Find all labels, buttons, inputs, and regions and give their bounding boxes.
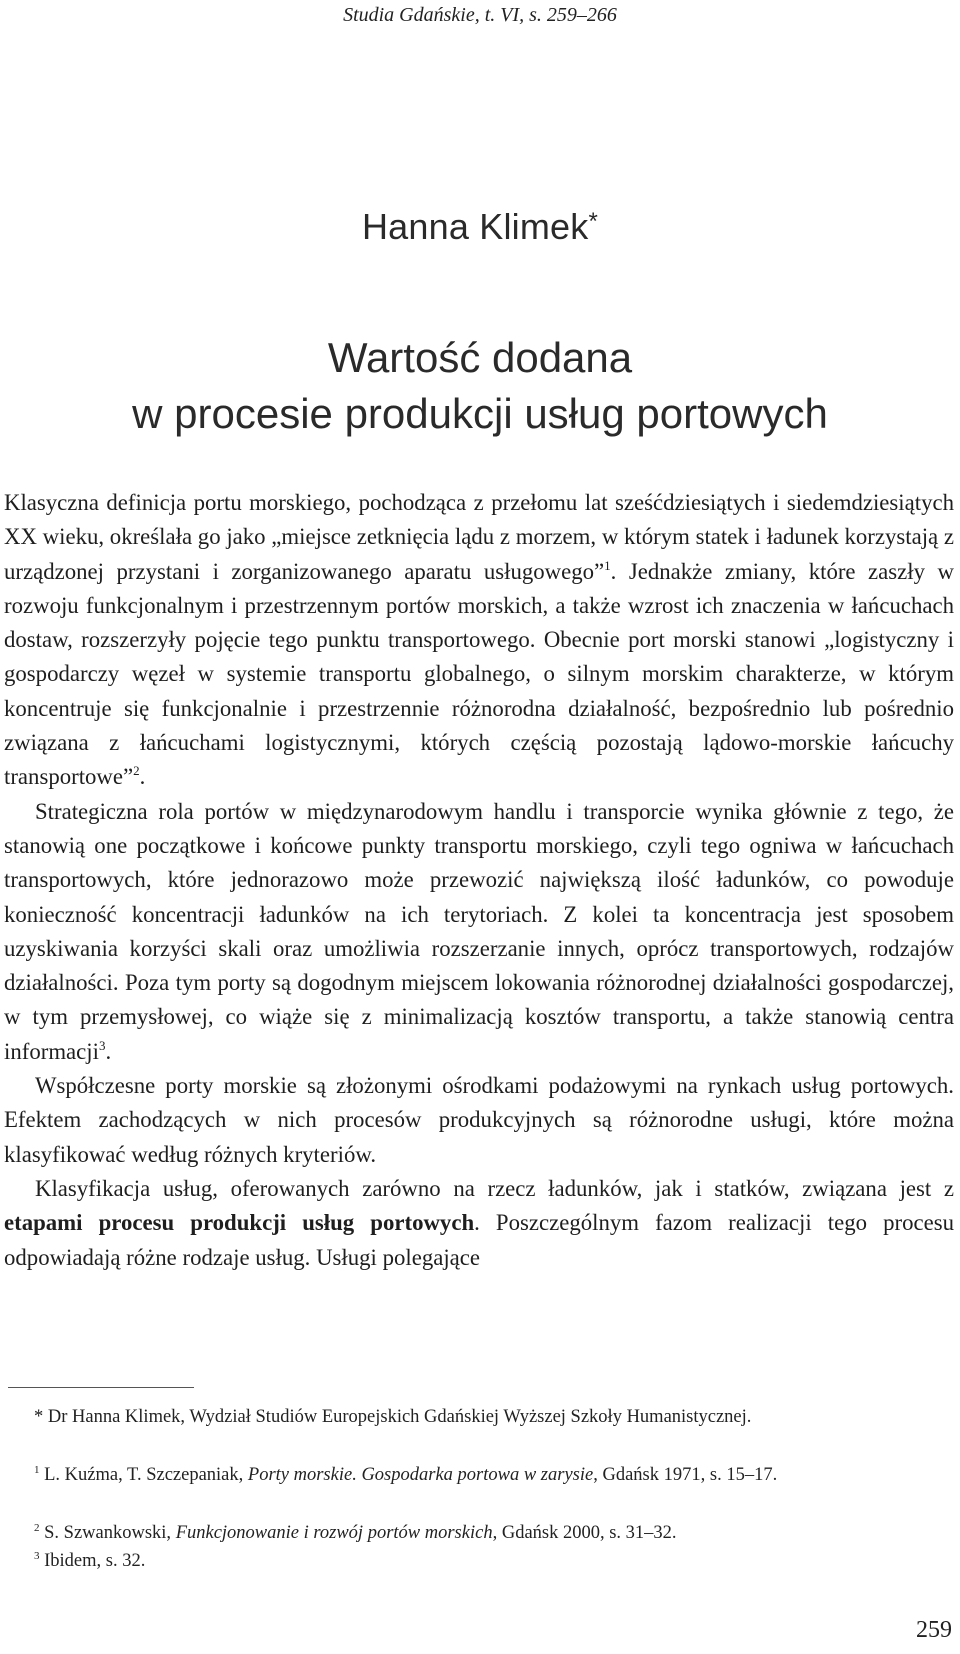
author-name-text: Hanna Klimek (361, 206, 589, 247)
paragraph-4-bold-phrase: etapami procesu produkcji usług portowych (4, 1210, 475, 1236)
footnote-3-text: Ibidem, s. 32. (39, 1551, 146, 1571)
footnote-2-rest: , Gdańsk 2000, s. 31–32. (492, 1523, 677, 1543)
footnote-3-number: 3 (34, 1550, 40, 1562)
paragraph-4-text-a: Klasyfikacja usług, oferowanych zarówno na rzecz ładunków, jak i statków, związana jest z (35, 1175, 954, 1201)
footnote-1-title: Porty morskie. Gospodarka portowa w zarysie (247, 1465, 594, 1485)
paragraph-1 (4, 486, 954, 795)
paragraph-2 (4, 795, 954, 1069)
running-head: Studia Gdańskie, t. VI, s. 259–266 (343, 4, 617, 26)
author-name (0, 206, 960, 248)
footnote-1-number: 1 (34, 1464, 40, 1476)
footnote-1-authors: L. Kuźma, T. Szczepaniak, (39, 1465, 248, 1485)
footnote-ref-2: 2 (133, 763, 140, 779)
footnote-2-authors: S. Szwankowski, (39, 1523, 176, 1543)
article-title (0, 330, 960, 442)
footnote-2-number: 2 (34, 1522, 40, 1534)
paragraph-2-text-b: . (105, 1038, 112, 1064)
article-body (4, 486, 954, 1275)
paragraph-1-text-c: . (139, 764, 146, 790)
footnote-ref-3: 3 (98, 1037, 106, 1053)
footnote-1 (4, 1462, 954, 1488)
footnote-3 (4, 1548, 954, 1574)
footnote-ref-1: 1 (604, 557, 611, 573)
page-number: 259 (916, 1617, 952, 1643)
paragraph-2-text-a: Strategiczna rola portów w międzynarodowym handlu i transporcie wynika głównie z tego, że stanowią one początkowe i końcowe punkty transportu morskiego, czyli tego ogniwa w łańcuchach transportowych, które jednorazowo może przewozić największą ilość ładunków, co powoduje konieczność koncentracji ładunków na ich terytoriach. Z kolei ta koncentracja jest sposobem uzyskiwania korzyści skali oraz umożliwia rozszerzanie innych, oprócz transportowych, rodzajów działalności. Poza tym porty są dogodnym miejscem lokowania różnorodnej działalności gospodarczej, w tym przemysłowej, co wiąże się z minimalizacją kosztów transportu, a także stanowią centra informacji (4, 798, 954, 1064)
footnote-2-title: Funkcjonowanie i rozwój portów morskich (175, 1523, 493, 1543)
paragraph-1-text-b: . Jednakże zmiany, które zaszły w rozwoju funkcjonalnym i przestrzennym portów morskich, a także wzrost ich znaczenia w łańcuchach dostaw, rozszerzyły pojęcie tego punktu transportowego. Obecnie port morski stanowi „logistyczny i gospodarczy węzeł w systemie transportu globalnego, o silnym morskim charakterze, w którym koncentruje się funkcjonalnie i przestrzennie różnorodna działalność, bezpośrednio lub pośrednio związana z łańcuchami logistycznymi, których częścią pozostają lądowo-morskie łańcuchy transportowe” (4, 558, 954, 790)
title-line-2: w procesie produkcji usług portowych (132, 390, 828, 437)
footnote-author-text: * Dr Hanna Klimek, Wydział Studiów Europejskich Gdańskiej Wyższej Szkoły Humanistycznej. (34, 1407, 752, 1427)
paragraph-4-text-b: . Poszczególnym fazom realizacji tego procesu odpowiadają różne rodzaje usług. Usługi polegające (4, 1210, 954, 1270)
paragraph-1-text-a: Klasyczna definicja portu morskiego, pochodząca z przełomu lat sześćdziesiątych i siedemdziesiątych XX wieku, określała go jako „miejsce zetknięcia lądu z morzem, w którym statek i ładunek korzystają z urządzonej przystani i zorganizowanego aparatu usługowego” (4, 490, 954, 584)
footnote-divider (8, 1387, 194, 1388)
footnote-author (4, 1404, 954, 1430)
footnote-2 (4, 1520, 954, 1546)
footnote-1-rest: , Gdańsk 1971, s. 15–17. (593, 1465, 778, 1485)
author-footnote-mark: * (588, 208, 599, 235)
title-line-1: Wartość dodana (327, 334, 633, 381)
paragraph-4 (4, 1172, 954, 1275)
paragraph-3: Współczesne porty morskie są złożonymi ośrodkami podażowymi na rynkach usług portowych. Efektem zachodzących w nich procesów produkcyjnych są różnorodne usługi, które można klasyfikować według różnych kryteriów. (4, 1073, 954, 1167)
